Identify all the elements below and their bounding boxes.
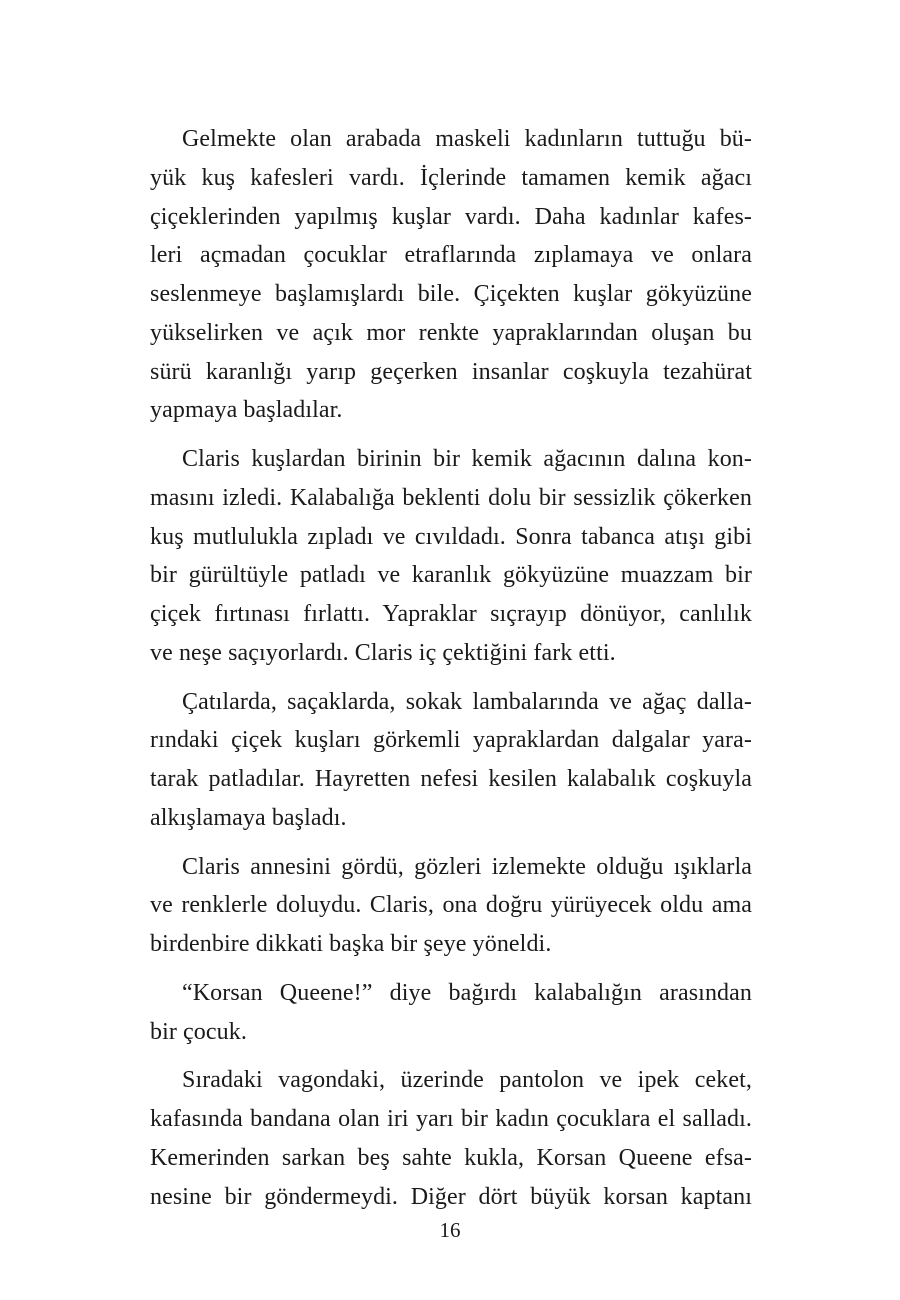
paragraph bbox=[150, 1061, 752, 1216]
text-line: masını izledi. Kalabalığa beklenti dolu bir sessizlik çökerken bbox=[150, 484, 752, 511]
paragraph bbox=[150, 974, 752, 1052]
text-line: birdenbire dikkati başka bir şeye yöneldi. bbox=[150, 931, 552, 957]
text-line: Claris annesini gördü, gözleri izlemekte olduğu ışıklarla bbox=[182, 853, 752, 880]
text-line: Sıradaki vagondaki, üzerinde pantolon ve ipek ceket, bbox=[182, 1067, 752, 1094]
text-line: bir gürültüyle patladı ve karanlık gökyüzüne muazzam bir bbox=[150, 562, 752, 589]
text-line: “Korsan Queene!” diye bağırdı kalabalığın arasından bbox=[182, 979, 752, 1006]
text-line: leri açmadan çocuklar etraflarında zıplamaya ve onlara bbox=[150, 242, 752, 269]
text-line: yükselirken ve açık mor renkte yapraklarından oluşan bu bbox=[150, 319, 752, 346]
text-line: yapmaya başladılar. bbox=[150, 397, 343, 424]
text-line: seslenmeye başlamışlardı bile. Çiçekten kuşlar gökyüzüne bbox=[150, 281, 752, 307]
text-line: bir çocuk. bbox=[150, 1018, 247, 1045]
text-line: alkışlamaya başladı. bbox=[150, 804, 347, 831]
page-number: 16 bbox=[439, 1218, 461, 1242]
text-line: ve neşe saçıyorlardı. Claris iç çektiğini fark etti. bbox=[150, 639, 616, 666]
text-line: yük kuş kafesleri vardı. İçlerinde tamamen kemik ağacı bbox=[150, 164, 752, 191]
text-line: Çatılarda, saçaklarda, sokak lambalarında ve ağaç dalla- bbox=[182, 688, 752, 715]
text-line: Gelmekte olan arabada maskeli kadınların tuttuğu bü- bbox=[182, 126, 752, 152]
paragraph bbox=[150, 120, 752, 430]
paragraph bbox=[150, 848, 752, 964]
paragraph bbox=[150, 440, 752, 673]
book-page-text bbox=[150, 120, 752, 1216]
text-line: nesine bir göndermeydi. Diğer dört büyük korsan kaptanı bbox=[150, 1183, 752, 1210]
paragraph bbox=[150, 683, 752, 838]
text-line: tarak patladılar. Hayretten nefesi kesilen kalabalık coşkuyla bbox=[150, 766, 752, 792]
text-line: çiçek fırtınası fırlattı. Yapraklar sıçrayıp dönüyor, canlılık bbox=[150, 601, 752, 627]
text-line: sürü karanlığı yarıp geçerken insanlar coşkuyla tezahürat bbox=[150, 358, 752, 385]
text-line: Kemerinden sarkan beş sahte kukla, Korsan Queene efsa- bbox=[150, 1144, 752, 1171]
text-line: rındaki çiçek kuşları görkemli yapraklardan dalgalar yara- bbox=[150, 727, 752, 754]
text-line: kuş mutlulukla zıpladı ve cıvıldadı. Sonra tabanca atışı gibi bbox=[150, 523, 752, 550]
text-line: çiçeklerinden yapılmış kuşlar vardı. Daha kadınlar kafes- bbox=[150, 203, 752, 230]
text-line: ve renklerle doluydu. Claris, ona doğru yürüyecek oldu ama bbox=[150, 892, 752, 919]
text-line: Claris kuşlardan birinin bir kemik ağacının dalına kon- bbox=[182, 446, 752, 472]
text-line: kafasında bandana olan iri yarı bir kadın çocuklara el salladı. bbox=[150, 1106, 752, 1132]
